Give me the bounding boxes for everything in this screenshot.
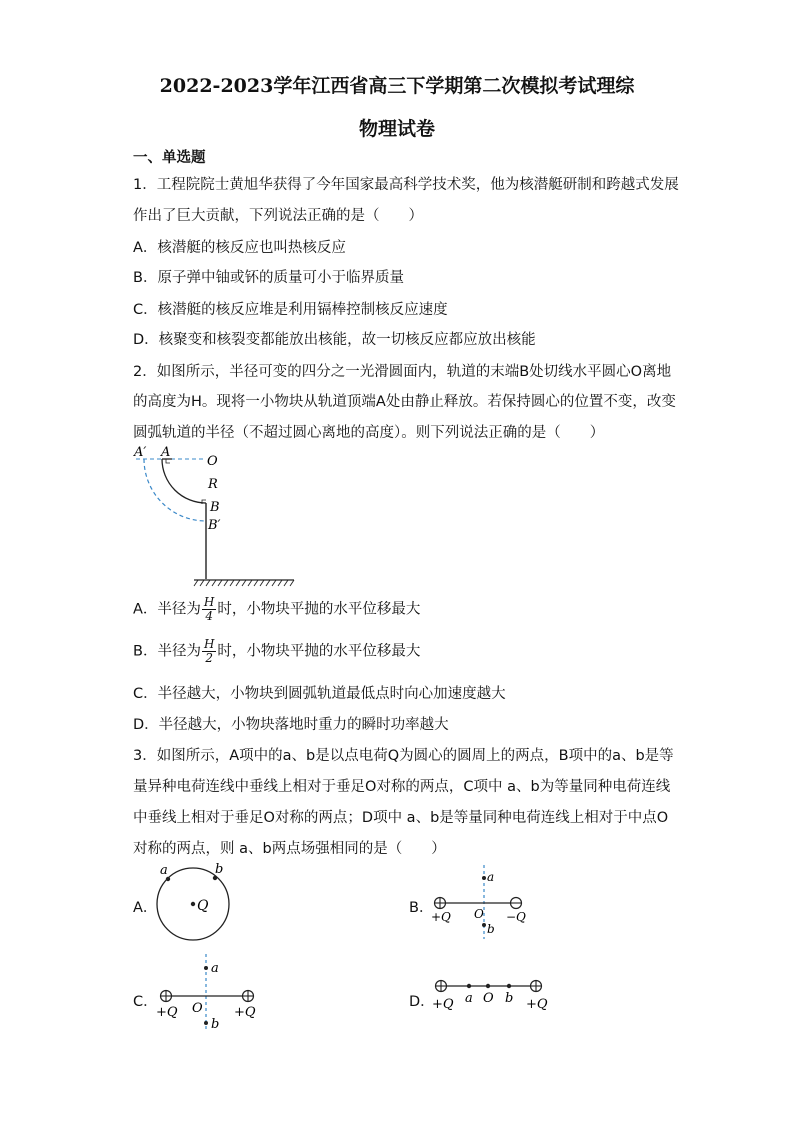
fraction-denominator: 4 — [205, 609, 213, 623]
question-1-option-b: B．原子弹中铀或钚的质量可小于临界质量 — [133, 270, 404, 286]
label-a: a — [487, 870, 495, 884]
question-3-line3: 中垂线上相对于垂足O对称的两点；D项中 a、b是等量同种电荷连线上相对于中点O — [133, 810, 669, 826]
question-2-line2: 的高度为H。现将一小物块从轨道顶端A处由静止释放。若保持圆心的位置不变，改变 — [133, 394, 676, 410]
label-o: O — [207, 454, 218, 469]
option-d-figure — [428, 972, 552, 1016]
label-a: a — [465, 991, 473, 1006]
label-a: a — [211, 961, 219, 976]
question-2-option-d: D．半径越大，小物块落地时重力的瞬时功率越大 — [133, 717, 449, 733]
question-2-option-a — [133, 596, 420, 623]
label-b: b — [215, 862, 224, 877]
label-b-prime: B′ — [208, 518, 221, 533]
label-plus-q-right: +Q — [234, 1005, 256, 1020]
label-a-prime: A′ — [134, 445, 147, 460]
option-a-figure — [150, 860, 240, 944]
question-1-line1: 1．工程院院士黄旭华获得了今年国家最高科学技术奖，他为核潜艇研制和跨越式发展 — [133, 177, 679, 193]
label-b: B — [210, 500, 220, 515]
fraction-numerator: H — [203, 637, 215, 651]
label-a: A — [161, 445, 171, 460]
question-1-option-d: D．核聚变和核裂变都能放出核能，故一切核反应都应放出核能 — [133, 332, 536, 348]
question-1-line2: 作出了巨大贡献，下列说法正确的是（ ） — [133, 208, 423, 224]
label-plus-q: +Q — [431, 910, 451, 924]
option-c-figure — [154, 952, 266, 1034]
option-a-suffix: 时，小物块平抛的水平位移最大 — [217, 601, 421, 618]
question-1-option-c: C．核潜艇的核反应堆是利用镉棒控制核反应速度 — [133, 302, 448, 318]
question-2-line3: 圆弧轨道的半径（不超过圆心离地的高度）。则下列说法正确的是（ ） — [133, 425, 605, 441]
fraction-denominator: 2 — [205, 651, 213, 665]
label-minus-q: −Q — [506, 910, 526, 924]
option-b-letter-text: B． — [409, 900, 434, 916]
label-plus-q-left: +Q — [432, 997, 454, 1012]
fraction-h-over-2 — [202, 638, 216, 665]
label-o: O — [192, 1001, 203, 1016]
question-1-option-a: A．核潜艇的核反应也叫热核反应 — [133, 240, 346, 256]
fraction-h-over-4 — [202, 596, 216, 623]
option-b-prefix: B．半径为 — [133, 643, 201, 660]
label-b: b — [211, 1017, 220, 1032]
option-b-suffix: 时，小物块平抛的水平位移最大 — [217, 643, 421, 660]
option-c-letter: C． — [133, 994, 158, 1010]
label-o: O — [483, 991, 494, 1006]
track-figure — [130, 443, 300, 589]
question-3-line4: 对称的两点，则 a、b两点场强相同的是（ ） — [133, 841, 446, 857]
page-subtitle: 物理试卷 — [358, 118, 435, 140]
label-b: b — [487, 922, 495, 936]
label-o: O — [474, 907, 484, 921]
label-a: a — [160, 863, 168, 878]
fraction-numerator: H — [203, 595, 215, 609]
label-plus-q-right: +Q — [526, 997, 548, 1012]
label-plus-q-left: +Q — [156, 1005, 178, 1020]
option-d-letter-text: D． — [409, 994, 435, 1010]
option-b-figure — [428, 863, 538, 941]
question-2-option-b — [133, 638, 420, 665]
question-3-line1: 3．如图所示，A项中的a、b是以点电荷Q为圆心的圆周上的两点，B项中的a、b是等 — [133, 748, 674, 764]
option-a-letter: A． — [133, 900, 158, 916]
page-title: 2022-2023学年江西省高三下学期第二次模拟考试理综 — [159, 75, 635, 97]
label-b: b — [505, 991, 514, 1006]
section-heading: 一、单选题 — [133, 150, 206, 166]
option-a-prefix: A．半径为 — [133, 601, 201, 618]
question-2-option-c: C．半径越大，小物块到圆弧轨道最低点时向心加速度越大 — [133, 686, 506, 702]
label-r: R — [208, 477, 218, 492]
question-3-line2: 量异种电荷连线中垂线上相对于垂足O对称的两点，C项中 a、b为等量同种电荷连线 — [133, 779, 671, 795]
label-q: Q — [197, 898, 209, 914]
question-2-line1: 2．如图所示，半径可变的四分之一光滑圆面内，轨道的末端B处切线水平圆心O离地 — [133, 364, 672, 380]
